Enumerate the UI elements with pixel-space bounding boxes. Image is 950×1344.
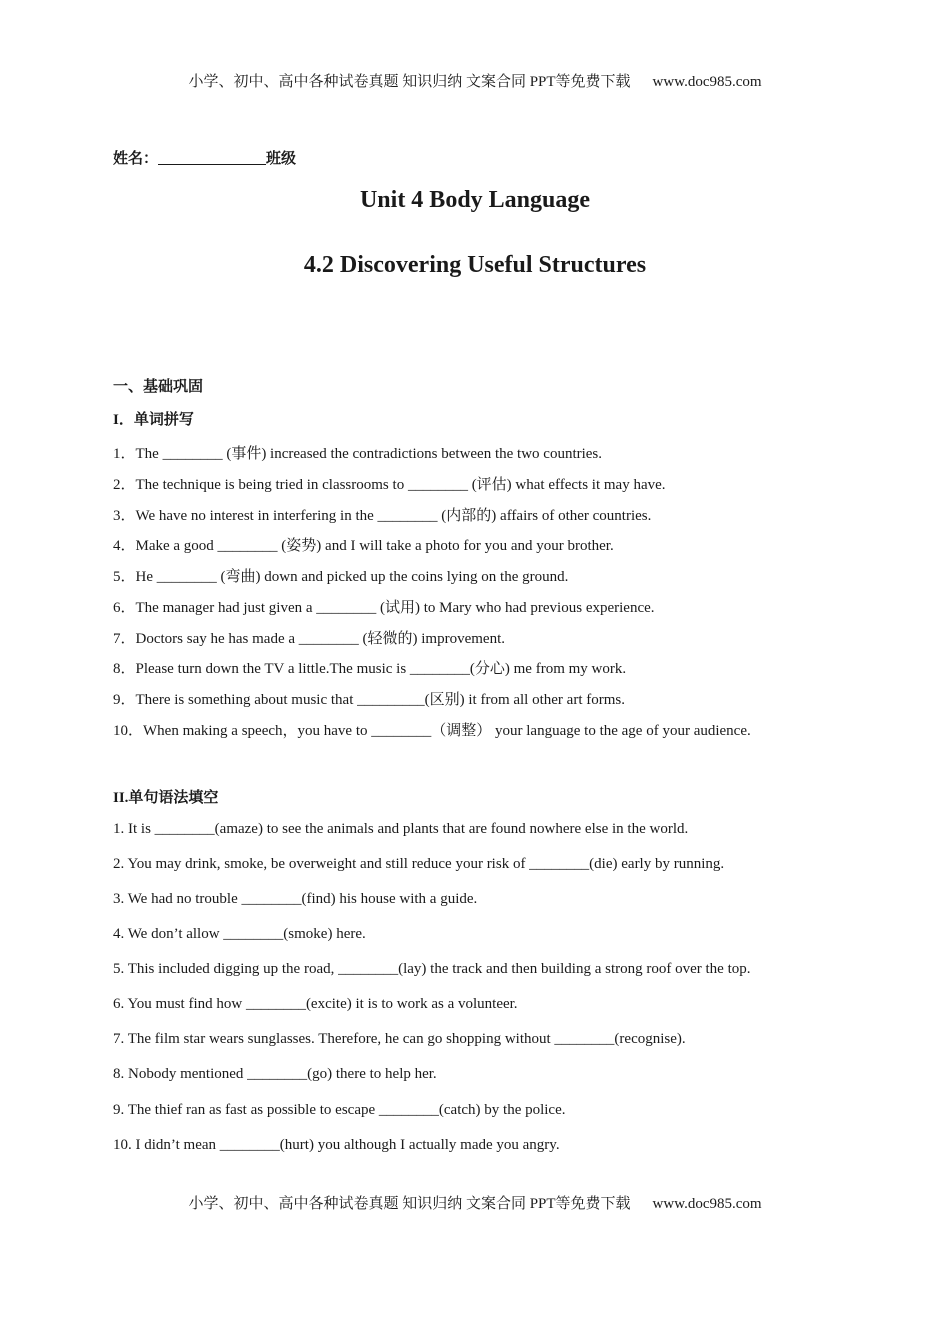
spelling-question: 6．The manager had just given a ________ (试用) to Mary who had previous experience. [113, 600, 655, 616]
header-text: 小学、初中、高中各种试卷真题 知识归纳 文案合同 PPT等免费下载 [188, 74, 631, 90]
grammar-question: 8. Nobody mentioned ________(go) there to help her. [113, 1066, 437, 1082]
grammar-question: 2. You may drink, smoke, be overweight and still reduce your risk of ________(die) early by running. [113, 856, 725, 872]
grammar-question: 7. The film star wears sunglasses. Therefore, he can go shopping without ________(recognise). [113, 1031, 686, 1047]
grammar-question: 3. We had no trouble ________(find) his house with a guide. [113, 891, 478, 907]
grammar-question: 10. I didn’t mean ________(hurt) you although I actually made you angry. [113, 1137, 560, 1153]
grammar-question: 5. This included digging up the road, ________(lay) the track and then building a strong roof over the top. [113, 961, 751, 977]
spelling-question: 5．He ________ (弯曲) down and picked up the coins lying on the ground. [113, 569, 569, 585]
spelling-question: 7．Doctors say he has made a ________ (轻微的) improvement. [113, 631, 505, 647]
grammar-question: 4. We don’t allow ________(smoke) here. [113, 926, 366, 942]
page-footer [0, 1192, 950, 1213]
section-heading-basics: 一、基础巩固 [113, 379, 204, 395]
grammar-question: 6. You must find how ________(excite) it is to work as a volunteer. [113, 996, 518, 1012]
name-blank [158, 150, 266, 165]
spelling-question: 4．Make a good ________ (姿势) and I will take a photo for you and your brother. [113, 538, 614, 554]
spelling-question: 3．We have no interest in interfering in the ________ (内部的) affairs of other countries. [113, 508, 652, 524]
header-url: www.doc985.com [652, 74, 762, 90]
grammar-question: 9. The thief ran as fast as possible to escape ________(catch) by the police. [113, 1102, 566, 1118]
spelling-question: 8．Please turn down the TV a little.The music is ________(分心) me from my work. [113, 661, 627, 677]
part-heading-spelling: I．单词拼写 [113, 412, 194, 428]
spelling-question: 10．When making a speech，you have to ________（调整） your language to the age of your audience. [113, 723, 751, 739]
class-label: 班级 [266, 151, 297, 167]
spelling-question: 9．There is something about music that _________(区别) it from all other art forms. [113, 692, 625, 708]
spelling-question: 2．The technique is being tried in classrooms to ________ (评估) what effects it may have. [113, 477, 666, 493]
grammar-question: 1. It is ________(amaze) to see the animals and plants that are found nowhere else in the world. [113, 821, 689, 837]
footer-url: www.doc985.com [652, 1196, 762, 1212]
name-label: 姓名： [113, 151, 159, 167]
student-info-line [113, 147, 296, 168]
part-heading-grammar: II.单句语法填空 [113, 790, 219, 806]
spelling-question: 1．The ________ (事件) increased the contradictions between the two countries. [113, 446, 603, 462]
lesson-title: 4.2 Discovering Useful Structures [303, 252, 647, 278]
footer-text: 小学、初中、高中各种试卷真题 知识归纳 文案合同 PPT等免费下载 [188, 1196, 631, 1212]
unit-title: Unit 4 Body Language [359, 187, 591, 213]
page-header [0, 70, 950, 91]
